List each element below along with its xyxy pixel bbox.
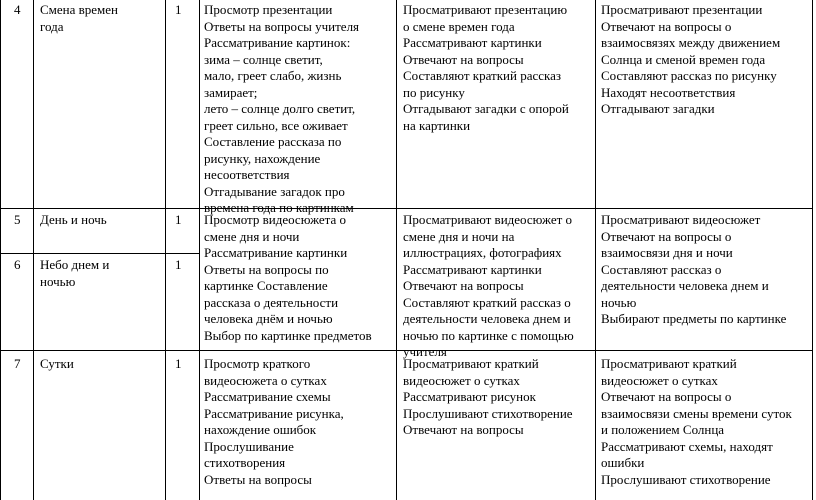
row-5-topic: День и ночь <box>40 212 107 227</box>
row-4-number: 4 <box>14 2 21 17</box>
row-4-group2-activity: Просматривают презентации Отвечают на вопросы о взаимосвязях между движением Солнца и сменой времен года Составляют рассказ по рисунку Находят несоответствия Отгадывают загадки <box>601 2 781 116</box>
row-4-teacher-activity: Просмотр презентации Ответы на вопросы учителя Рассматривание картинок: зима – солнце светит, мало, греет слабо, жизнь замирает; лето – солнце долго светит, греет сильно, все оживает Составление рассказа по рисунку, нахождение несоответствия Отгадывание загадок про времена года по картинкам <box>204 2 360 215</box>
row-5-6-teacher-activity: Просмотр видеосюжета о смене дня и ночи Рассматривание картинки Ответы на вопросы по картинке Составление рассказа о деятельности человека днём и ночью Выбор по картинке предметов <box>204 212 372 343</box>
row-5-number: 5 <box>14 212 21 227</box>
row-7-group1-activity: Просматривают краткий видеосюжет о сутках Рассматривают рисунок Прослушивают стихотворение Отвечают на вопросы <box>403 356 573 437</box>
row-6-topic: Небо днем и ночью <box>40 257 110 289</box>
row-7-hours: 1 <box>175 356 182 371</box>
row-7-group2-activity: Просматривают краткий видеосюжет о сутках Отвечают на вопросы о взаимосвязи смены времени суток и положением Солнца Рассматривают схемы, находят ошибки Прослушивают стихотворение <box>601 356 792 487</box>
column-divider <box>396 0 397 500</box>
table-border-right <box>812 0 813 500</box>
row-5-6-group2-activity: Просматривают видеосюжет Отвечают на вопросы о взаимосвязи дня и ночи Составляют рассказ о деятельности человека днем и ночью Выбирают предметы по картинке <box>601 212 787 326</box>
row-4-group1-activity: Просматривают презентацию о смене времен года Рассматривают картинки Отвечают на вопросы Составляют краткий рассказ по рисунку Отгадывают загадки с опорой на картинки <box>403 2 569 133</box>
row-7-topic: Сутки <box>40 356 74 371</box>
row-6-hours: 1 <box>175 257 182 272</box>
table-border-left <box>0 0 1 500</box>
row-5-6-group1-activity: Просматривают видеосюжет о смене дня и ночи на иллюстрациях, фотографиях Рассматривают картинки Отвечают на вопросы Составляют краткий рассказ о деятельности человека днем и ночью по картинке с помощью учителя <box>403 212 574 359</box>
row-7-number: 7 <box>14 356 21 371</box>
column-divider <box>199 0 200 500</box>
row-4-hours: 1 <box>175 2 182 17</box>
column-divider <box>165 0 166 500</box>
column-divider <box>595 0 596 500</box>
row-divider <box>0 253 199 254</box>
row-5-hours: 1 <box>175 212 182 227</box>
row-4-topic: Смена времен года <box>40 2 119 34</box>
row-6-number: 6 <box>14 257 21 272</box>
row-divider <box>0 208 813 209</box>
row-7-teacher-activity: Просмотр краткого видеосюжета о сутках Рассматривание схемы Рассматривание рисунка, нахождение ошибок Прослушивание стихотворения Ответы на вопросы <box>204 356 344 487</box>
column-divider <box>33 0 34 500</box>
